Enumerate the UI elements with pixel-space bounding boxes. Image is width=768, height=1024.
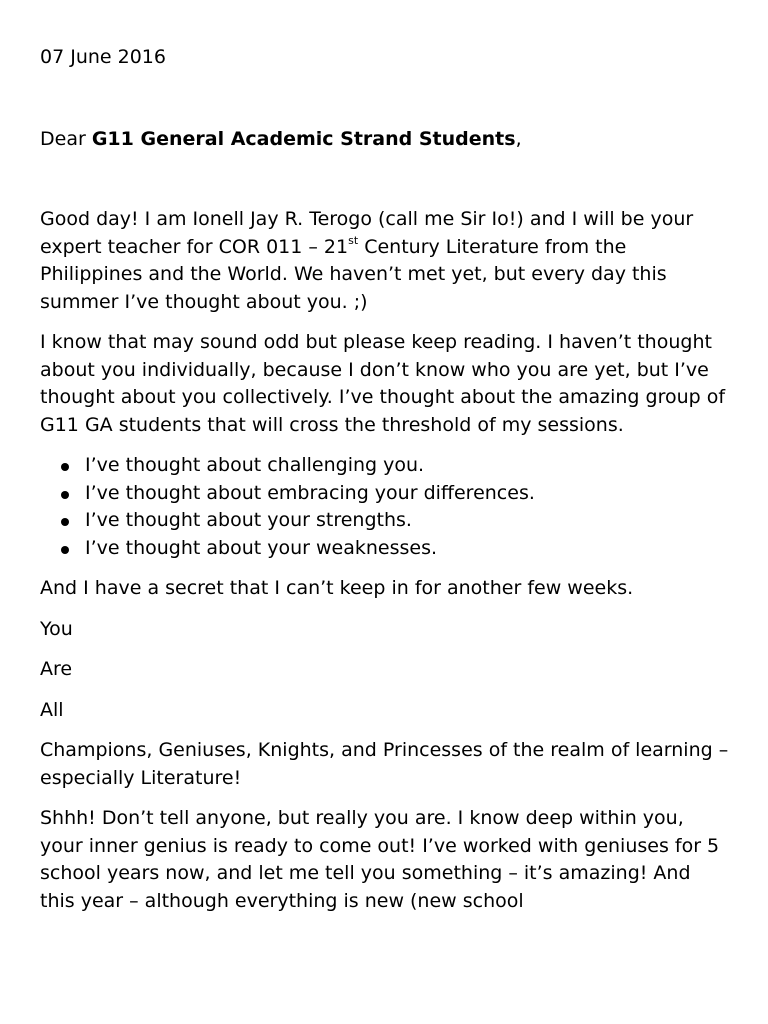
salutation-name: G11 General Academic Strand Students	[91, 128, 516, 150]
paragraph-intro	[40, 206, 730, 316]
letter-body	[40, 206, 730, 928]
intro-text-part1: Good day! I am Ionell Jay R. Terogo (call me Sir Io!) and I will be your expert teacher for COR 011 – 21	[40, 208, 694, 258]
letter-date: 07 June 2016	[40, 46, 166, 68]
paragraph-are: Are	[40, 658, 73, 680]
salutation-suffix: ,	[515, 128, 522, 150]
bullet-item	[85, 452, 730, 480]
intro-text-part2: Century Literature from the Philippines and the World. We haven’t met yet, but every day this summer I’ve thought about you. ;)	[40, 235, 667, 313]
bullet-dot-icon	[61, 463, 69, 471]
bullet-dot-icon	[61, 518, 69, 526]
bullet-text: I’ve thought about challenging you.	[85, 454, 425, 476]
bullet-item	[85, 507, 730, 535]
paragraph-champions: Champions, Geniuses, Knights, and Princesses of the realm of learning – especially Literature!	[40, 739, 729, 789]
bullet-text: I’ve thought about embracing your differences.	[85, 481, 535, 504]
bullet-dot-icon	[61, 491, 69, 499]
paragraph-all: All	[40, 698, 64, 721]
paragraph-you: You	[40, 617, 73, 640]
ordinal-superscript: st	[348, 234, 359, 248]
bullet-dot-icon	[61, 546, 69, 554]
salutation-prefix: Dear	[40, 128, 92, 150]
paragraph-secret: And I have a secret that I can’t keep in for another few weeks.	[40, 577, 634, 599]
bullet-item	[85, 535, 730, 563]
paragraph-thoughts: I know that may sound odd but please keep reading. I haven’t thought about you individually, because I don’t know who you are yet, but I’ve thought about you collectively. I’ve thought about the amazing group of G11 GA students that will cross the threshold of my sessions.	[40, 331, 726, 436]
bullet-text: I’ve thought about your strengths.	[85, 509, 412, 531]
bullet-text: I’ve thought about your weaknesses.	[85, 536, 438, 559]
bullet-item	[85, 480, 730, 508]
salutation	[40, 126, 522, 154]
paragraph-shhh: Shhh! Don’t tell anyone, but really you are. I know deep within you, your inner genius is ready to come out! I’ve worked with geniuses for 5 school years now, and let me tell you something – it’s amazing! And this year – although everything is new (new school	[40, 807, 720, 912]
bullet-list	[40, 452, 730, 562]
